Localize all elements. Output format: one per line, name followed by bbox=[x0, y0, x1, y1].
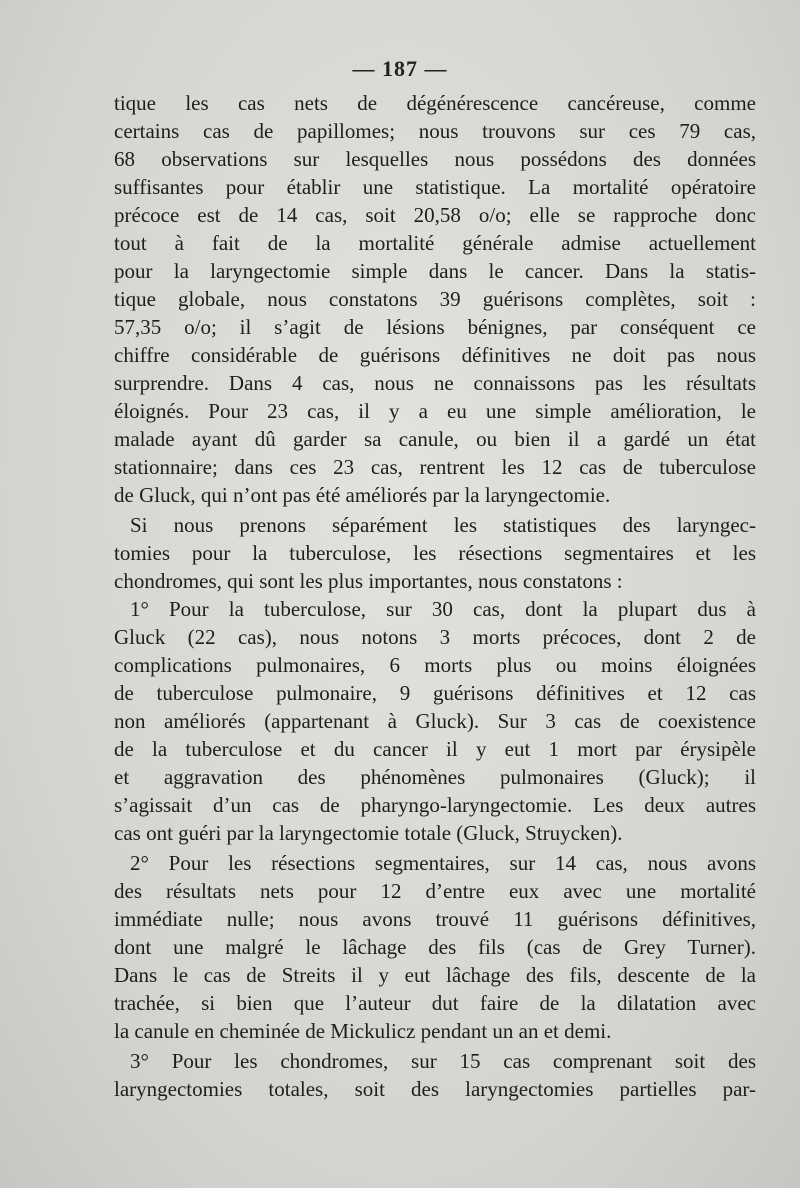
text-line: Si nous prenons séparément les statistiques des laryngec- bbox=[130, 513, 756, 537]
text-line: 1° Pour la tuberculose, sur 30 cas, dont la plupart dus à bbox=[130, 597, 756, 621]
text-line: de Gluck, qui n’ont pas été améliorés par la laryngectomie. bbox=[114, 483, 611, 507]
text-line: tomies pour la tuberculose, les résections segmentaires et les bbox=[114, 541, 756, 565]
text-line: immédiate nulle; nous avons trouvé 11 guérisons définitives, bbox=[114, 907, 756, 931]
text-line: pour la laryngectomie simple dans le cancer. Dans la statis- bbox=[114, 259, 756, 283]
text-line: éloignés. Pour 23 cas, il y a eu une simple amélioration, le bbox=[114, 399, 756, 423]
text-line: Gluck (22 cas), nous notons 3 morts précoces, dont 2 de bbox=[114, 625, 756, 649]
text-line: 57,35 o/o; il s’agit de lésions bénignes, par conséquent ce bbox=[114, 315, 756, 339]
text-line: Dans le cas de Streits il y eut lâchage des fils, descente de la bbox=[114, 963, 756, 987]
text-line: chondromes, qui sont les plus importantes, nous constatons : bbox=[114, 569, 623, 593]
text-line: trachée, si bien que l’auteur dut faire de la dilatation avec bbox=[114, 991, 756, 1015]
text-line: la canule en cheminée de Mickulicz pendant un an et demi. bbox=[114, 1019, 612, 1043]
text-line: de la tuberculose et du cancer il y eut 1 mort par érysipèle bbox=[114, 737, 756, 761]
text-line: dont une malgré le lâchage des fils (cas de Grey Turner). bbox=[114, 935, 756, 959]
text-line: chiffre considérable de guérisons définitives ne doit pas nous bbox=[114, 343, 756, 367]
text-line: 2° Pour les résections segmentaires, sur 14 cas, nous avons bbox=[130, 851, 756, 875]
text-line: 3° Pour les chondromes, sur 15 cas comprenant soit des bbox=[130, 1049, 756, 1073]
text-line: de tuberculose pulmonaire, 9 guérisons définitives et 12 cas bbox=[114, 681, 756, 705]
text-line: surprendre. Dans 4 cas, nous ne connaissons pas les résultats bbox=[114, 371, 756, 395]
text-line: tique les cas nets de dégénérescence cancéreuse, comme bbox=[114, 91, 756, 115]
text-line: et aggravation des phénomènes pulmonaires (Gluck); il bbox=[114, 765, 756, 789]
text-line: cas ont guéri par la laryngectomie totale (Gluck, Struycken). bbox=[114, 821, 623, 845]
text-line: s’agissait d’un cas de pharyngo-laryngectomie. Les deux autres bbox=[114, 793, 756, 817]
text-line: laryngectomies totales, soit des laryngectomies partielles par- bbox=[114, 1077, 756, 1101]
text-line: malade ayant dû garder sa canule, ou bien il a gardé un état bbox=[114, 427, 756, 451]
text-line: stationnaire; dans ces 23 cas, rentrent les 12 cas de tuberculose bbox=[114, 455, 756, 479]
text-line: 68 observations sur lesquelles nous possédons des données bbox=[114, 147, 756, 171]
text-line: complications pulmonaires, 6 morts plus ou moins éloignées bbox=[114, 653, 756, 677]
text-line: suffisantes pour établir une statistique. La mortalité opératoire bbox=[114, 175, 756, 199]
text-line: précoce est de 14 cas, soit 20,58 o/o; elle se rapproche donc bbox=[114, 203, 756, 227]
text-line: non améliorés (appartenant à Gluck). Sur 3 cas de coexistence bbox=[114, 709, 756, 733]
text-line: tique globale, nous constatons 39 guérisons complètes, soit : bbox=[114, 287, 756, 311]
text-line: tout à fait de la mortalité générale admise actuellement bbox=[114, 231, 756, 255]
page-number: — 187 — bbox=[352, 56, 448, 81]
text-line: des résultats nets pour 12 d’entre eux avec une mortalité bbox=[114, 879, 756, 903]
text-line: certains cas de papillomes; nous trouvons sur ces 79 cas, bbox=[114, 119, 756, 143]
